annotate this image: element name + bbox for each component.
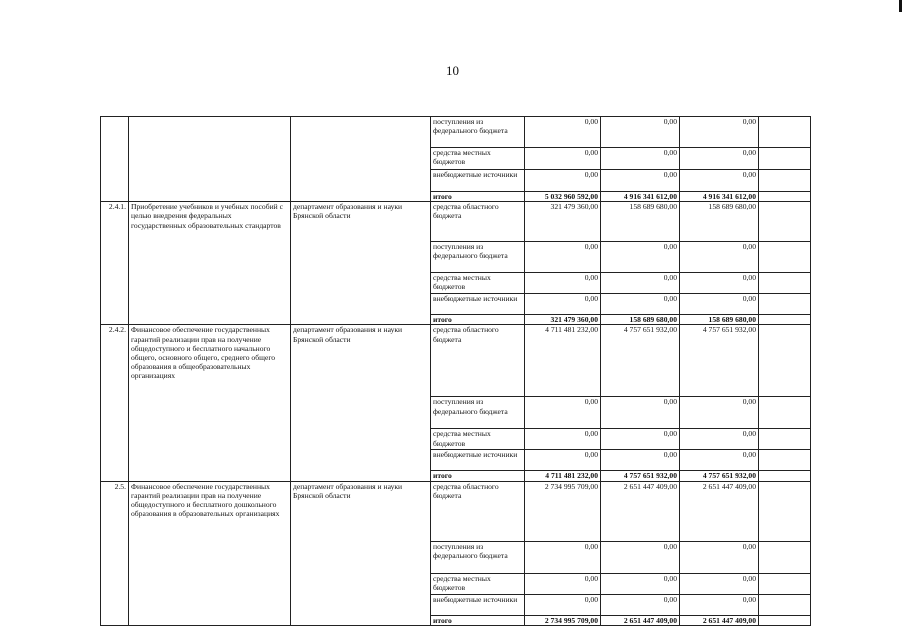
- value-cell: 4 711 481 232,00: [525, 325, 601, 397]
- value-cell: 0,00: [680, 273, 759, 294]
- value-cell: 0,00: [601, 170, 680, 192]
- funding-source-cell: итого: [431, 192, 525, 202]
- value-cell: 0,00: [525, 450, 601, 471]
- value-cell: 0,00: [601, 429, 680, 450]
- total-value-cell: 4 711 481 232,00: [525, 471, 601, 481]
- table-row: [101, 117, 811, 148]
- funding-source-cell: поступления из федерального бюджета: [431, 541, 525, 573]
- empty-cell: [759, 148, 811, 170]
- empty-cell: [759, 471, 811, 481]
- empty-cell: [759, 294, 811, 315]
- funding-source-cell: поступления из федерального бюджета: [431, 242, 525, 273]
- empty-cell: [759, 117, 811, 148]
- empty-cell: [759, 202, 811, 242]
- value-cell: 0,00: [525, 594, 601, 615]
- value-cell: 158 689 680,00: [601, 202, 680, 242]
- value-cell: 0,00: [601, 397, 680, 429]
- value-cell: 0,00: [680, 573, 759, 594]
- funding-source-cell: средства областного бюджета: [431, 325, 525, 397]
- item-name-cell: [129, 117, 291, 202]
- value-cell: 0,00: [680, 148, 759, 170]
- total-value-cell: 158 689 680,00: [680, 315, 759, 325]
- total-value-cell: 4 757 651 932,00: [601, 471, 680, 481]
- value-cell: 0,00: [680, 242, 759, 273]
- value-cell: 0,00: [601, 242, 680, 273]
- empty-cell: [759, 397, 811, 429]
- empty-cell: [759, 170, 811, 192]
- total-value-cell: 2 651 447 409,00: [601, 615, 680, 625]
- funding-source-cell: поступления из федерального бюджета: [431, 397, 525, 429]
- total-value-cell: 4 757 651 932,00: [680, 471, 759, 481]
- value-cell: 0,00: [680, 429, 759, 450]
- funding-source-cell: поступления из федерального бюджета: [431, 117, 525, 148]
- funding-source-cell: внебюджетные источники: [431, 170, 525, 192]
- empty-cell: [759, 541, 811, 573]
- item-name-cell: Финансовое обеспечение государственных гарантий реализации прав на получение общедоступного и бесплатного начального общего, основного общего, среднего общего образования в общеобразовательных организациях: [129, 325, 291, 481]
- table-row: [101, 481, 811, 541]
- budget-table: [100, 116, 811, 626]
- value-cell: 0,00: [525, 170, 601, 192]
- value-cell: 0,00: [525, 148, 601, 170]
- item-name-cell: Приобретение учебников и учебных пособий с целью внедрения федеральных государственных образовательных стандартов: [129, 202, 291, 325]
- value-cell: 0,00: [601, 594, 680, 615]
- value-cell: 0,00: [525, 242, 601, 273]
- item-org-cell: [291, 117, 431, 202]
- empty-cell: [759, 325, 811, 397]
- empty-cell: [759, 315, 811, 325]
- empty-cell: [759, 481, 811, 541]
- total-value-cell: 158 689 680,00: [601, 315, 680, 325]
- item-name-cell: Финансовое обеспечение государственных гарантий реализации прав на получение общедоступного и бесплатного дошкольного образования в образовательных организациях: [129, 481, 291, 625]
- value-cell: 4 757 651 932,00: [680, 325, 759, 397]
- value-cell: 0,00: [601, 541, 680, 573]
- total-value-cell: 4 916 341 612,00: [601, 192, 680, 202]
- value-cell: 0,00: [680, 170, 759, 192]
- value-cell: 0,00: [680, 397, 759, 429]
- item-org-cell: департамент образования и науки Брянской области: [291, 481, 431, 625]
- value-cell: 0,00: [601, 117, 680, 148]
- funding-source-cell: средства областного бюджета: [431, 481, 525, 541]
- empty-cell: [759, 615, 811, 625]
- value-cell: 0,00: [601, 294, 680, 315]
- empty-cell: [759, 429, 811, 450]
- table-row: [101, 325, 811, 397]
- funding-source-cell: итого: [431, 615, 525, 625]
- value-cell: 321 479 360,00: [525, 202, 601, 242]
- funding-source-cell: средства местных бюджетов: [431, 429, 525, 450]
- value-cell: 0,00: [525, 397, 601, 429]
- value-cell: 2 734 995 709,00: [525, 481, 601, 541]
- item-code-cell: 2.5.: [101, 481, 129, 625]
- value-cell: 0,00: [525, 117, 601, 148]
- value-cell: 0,00: [680, 450, 759, 471]
- empty-cell: [759, 594, 811, 615]
- value-cell: 2 651 447 409,00: [601, 481, 680, 541]
- value-cell: 0,00: [680, 594, 759, 615]
- value-cell: 0,00: [525, 294, 601, 315]
- value-cell: 0,00: [525, 573, 601, 594]
- funding-source-cell: средства областного бюджета: [431, 202, 525, 242]
- page-number: 10: [446, 63, 459, 78]
- funding-source-cell: итого: [431, 471, 525, 481]
- funding-source-cell: внебюджетные источники: [431, 294, 525, 315]
- value-cell: 0,00: [601, 573, 680, 594]
- funding-source-cell: внебюджетные источники: [431, 450, 525, 471]
- budget-table-body: [101, 117, 811, 626]
- total-value-cell: 2 734 995 709,00: [525, 615, 601, 625]
- value-cell: 0,00: [680, 294, 759, 315]
- funding-source-cell: итого: [431, 315, 525, 325]
- funding-source-cell: средства местных бюджетов: [431, 573, 525, 594]
- scan-edge-mark: [899, 0, 902, 12]
- value-cell: 0,00: [601, 148, 680, 170]
- total-value-cell: 321 479 360,00: [525, 315, 601, 325]
- empty-cell: [759, 192, 811, 202]
- value-cell: 0,00: [601, 450, 680, 471]
- item-org-cell: департамент образования и науки Брянской области: [291, 325, 431, 481]
- value-cell: 158 689 680,00: [680, 202, 759, 242]
- value-cell: 0,00: [525, 429, 601, 450]
- value-cell: 0,00: [525, 541, 601, 573]
- total-value-cell: 5 032 960 592,00: [525, 192, 601, 202]
- value-cell: 4 757 651 932,00: [601, 325, 680, 397]
- value-cell: 0,00: [525, 273, 601, 294]
- value-cell: 0,00: [680, 541, 759, 573]
- value-cell: 2 651 447 409,00: [680, 481, 759, 541]
- funding-source-cell: средства местных бюджетов: [431, 273, 525, 294]
- item-code-cell: 2.4.2.: [101, 325, 129, 481]
- empty-cell: [759, 242, 811, 273]
- item-code-cell: [101, 117, 129, 202]
- value-cell: 0,00: [601, 273, 680, 294]
- table-row: [101, 202, 811, 242]
- total-value-cell: 4 916 341 612,00: [680, 192, 759, 202]
- funding-source-cell: внебюджетные источники: [431, 594, 525, 615]
- item-code-cell: 2.4.1.: [101, 202, 129, 325]
- item-org-cell: департамент образования и науки Брянской области: [291, 202, 431, 325]
- value-cell: 0,00: [680, 117, 759, 148]
- empty-cell: [759, 273, 811, 294]
- total-value-cell: 2 651 447 409,00: [680, 615, 759, 625]
- funding-source-cell: средства местных бюджетов: [431, 148, 525, 170]
- empty-cell: [759, 450, 811, 471]
- empty-cell: [759, 573, 811, 594]
